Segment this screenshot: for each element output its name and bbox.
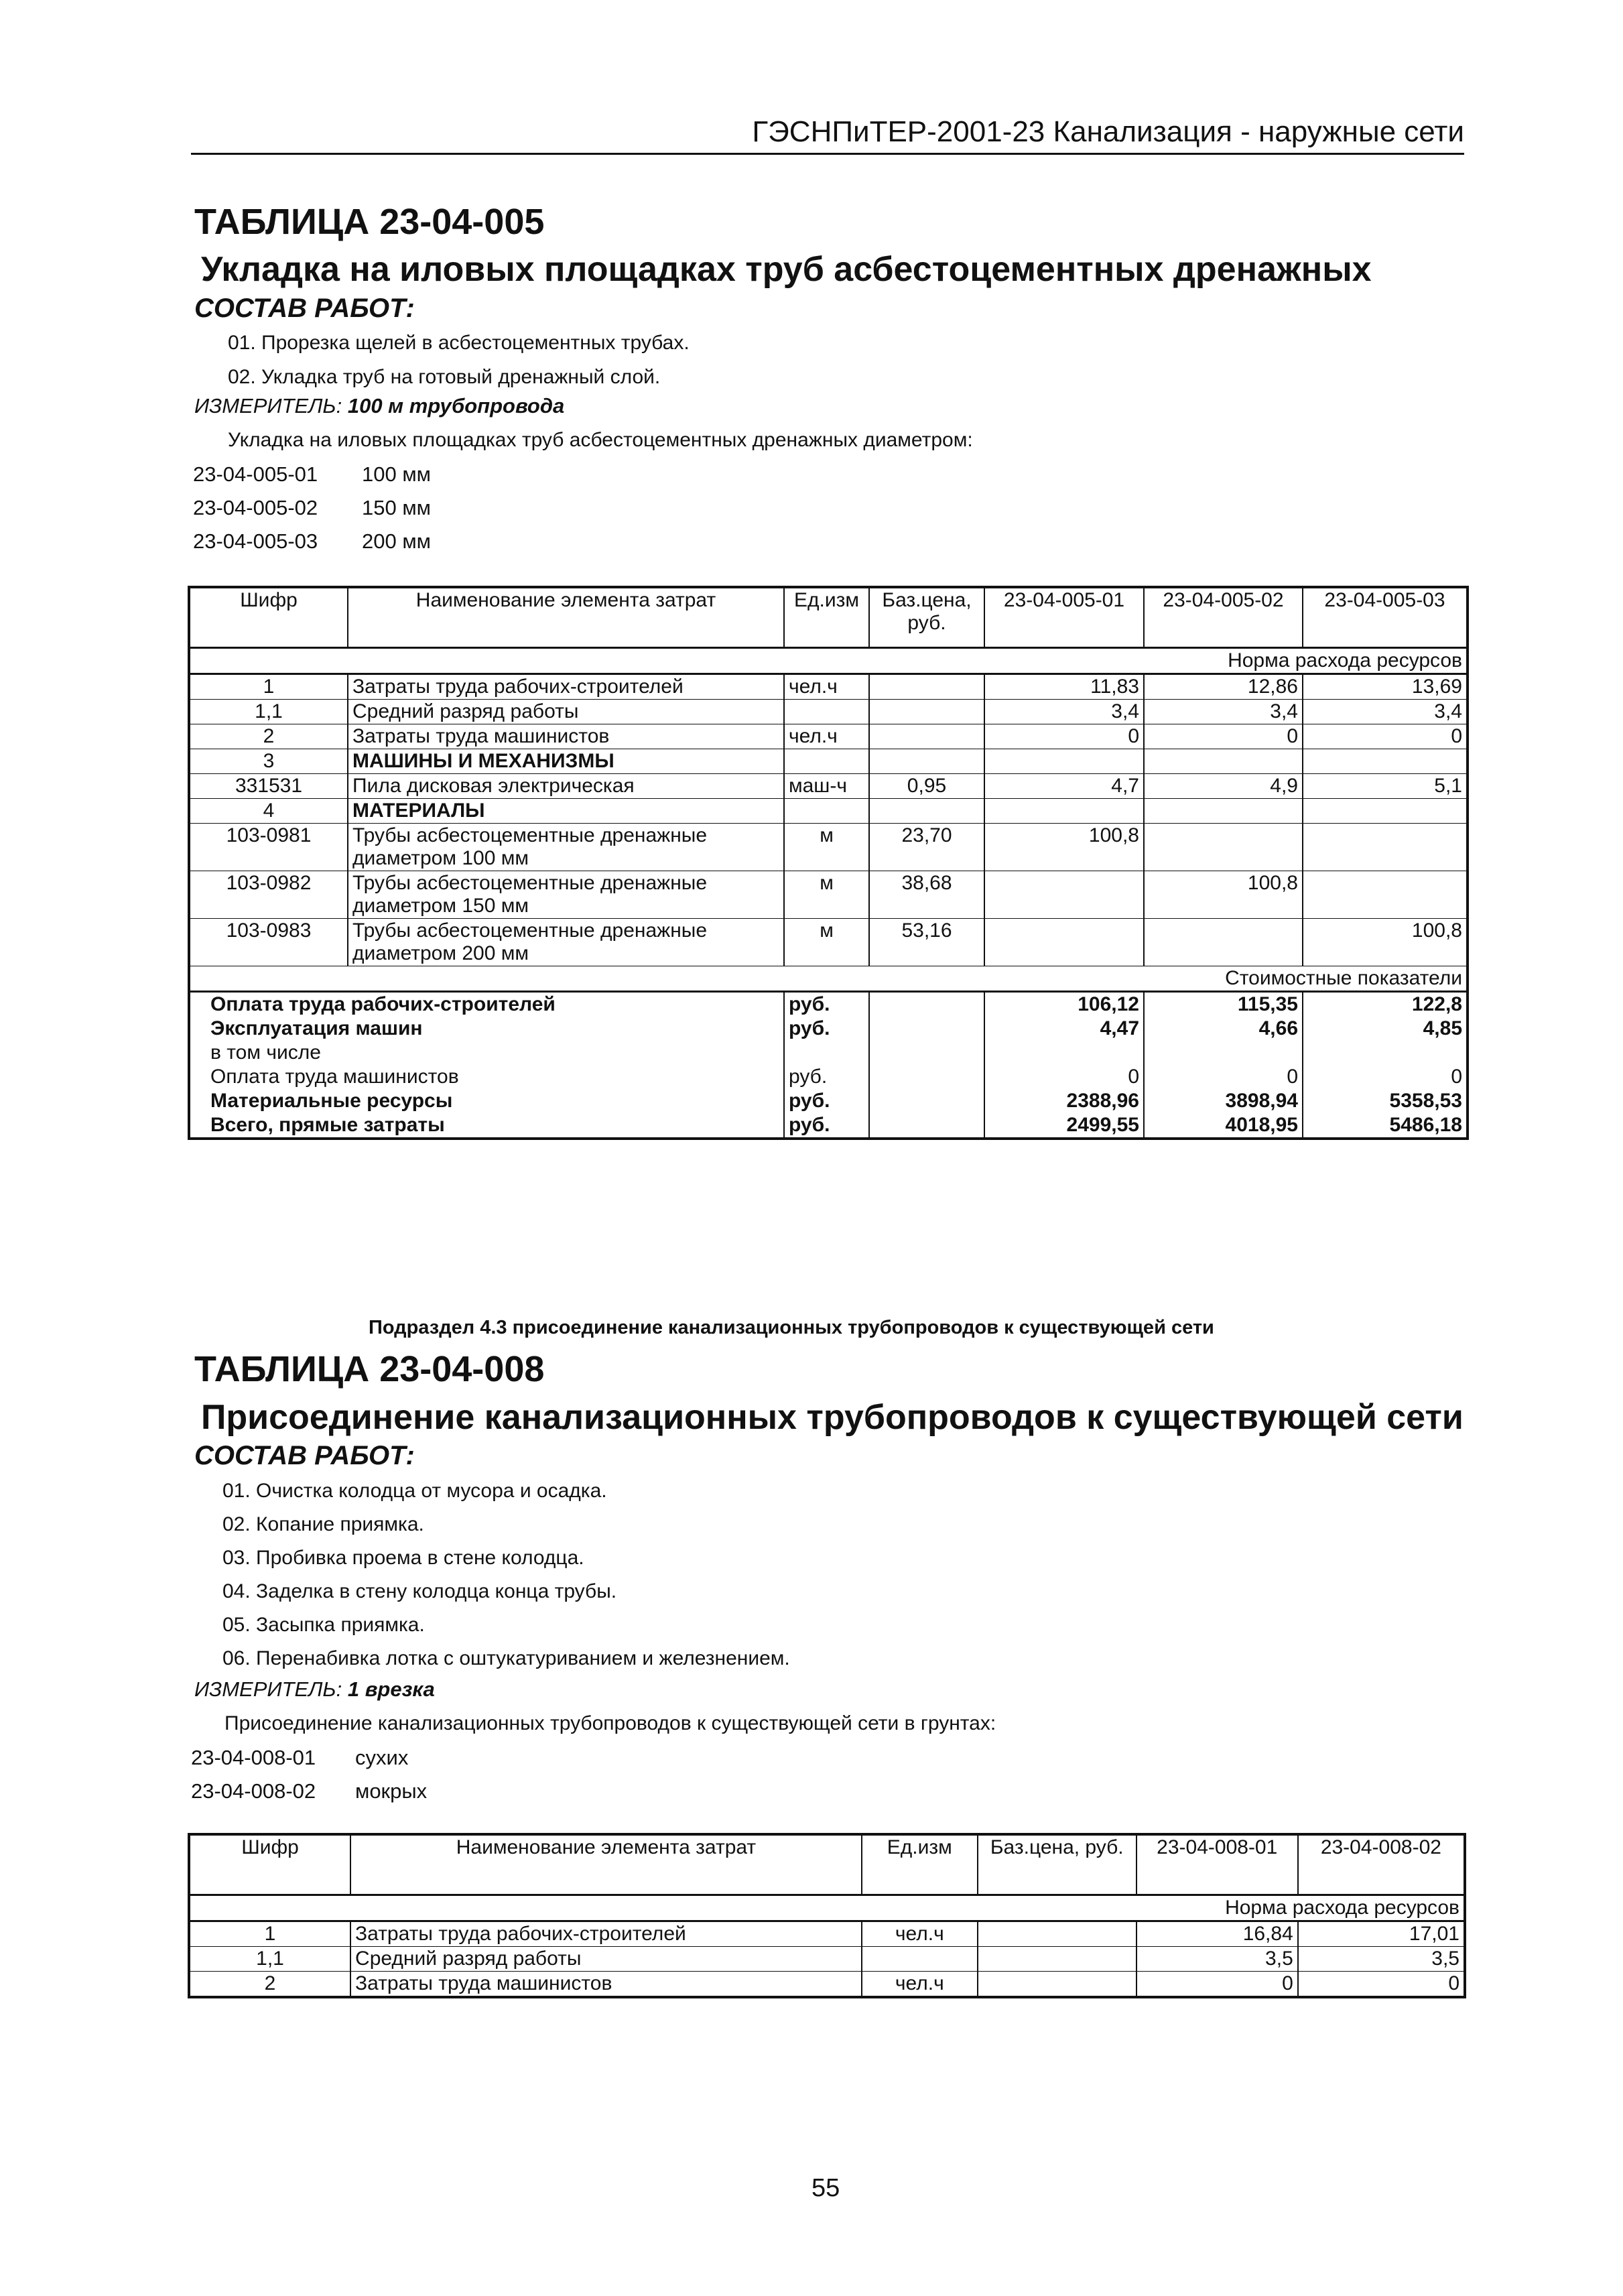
table-row [189,918,1468,966]
cell-shifr: 2 [189,1971,350,1997]
page-number: 55 [812,2174,840,2202]
header-shifr: Шифр [189,587,348,647]
cell-shifr: 331531 [189,773,348,798]
cell-price: 23,70 [869,823,984,871]
cell-price: 0,95 [869,773,984,798]
header-col-2: 23-04-008-02 [1298,1834,1465,1895]
running-header [191,114,1464,155]
running-header-text: ГЭСНПиТЕР-2001-23 Канализация - наружные сети [752,115,1464,148]
cell-value: 100,8 [984,823,1144,871]
cell-value: 12,86 [1144,674,1303,699]
cell-name-line: диаметром 100 мм [352,846,529,869]
cost-row [189,1113,1468,1139]
cell-value: 0 [984,724,1144,749]
table-row [189,798,1468,823]
cost-value: 122,8 [1303,991,1468,1017]
work-item: 03. Пробивка проема в стене колодца. [222,1547,584,1569]
cell-shifr: 1 [189,1921,350,1946]
header-col-1: 23-04-008-01 [1137,1834,1298,1895]
cell-unit: м [784,871,869,918]
table-header-row [189,1834,1465,1895]
cell-value [1303,798,1468,823]
norma-label: Норма расхода ресурсов [189,1895,1465,1921]
cell-value [984,918,1144,966]
work-item: 04. Заделка в стену колодца конца трубы. [222,1580,617,1602]
cell-value: 3,5 [1298,1946,1465,1971]
cost-value: 115,35 [1144,991,1303,1017]
work-item: 01. Прорезка щелей в асбестоцементных трубах. [228,332,690,354]
cost-value: 5358,53 [1303,1089,1468,1113]
table-subtitle: Присоединение канализационных трубопроводов к существующей сети [201,1398,1464,1437]
cost-unit [784,1041,869,1065]
cell-value: 13,69 [1303,674,1468,699]
cost-name: Оплата труда машинистов [189,1065,784,1089]
work-item: 05. Засыпка приямка. [222,1614,425,1636]
cell-value [1303,871,1468,918]
izmeritel-value: 100 м трубопровода [347,394,565,418]
cost-price [869,1017,984,1041]
cost-price [869,1113,984,1139]
header-col-2: 23-04-005-02 [1144,587,1303,647]
cell-name [348,871,784,918]
izmeritel-label: ИЗМЕРИТЕЛЬ: [194,394,342,418]
cell-value [1144,823,1303,871]
cell-name: МАШИНЫ И МЕХАНИЗМЫ [348,749,784,773]
cost-price [869,991,984,1017]
header-col-3: 23-04-005-03 [1303,587,1468,647]
work-item: 02. Укладка труб на готовый дренажный слой. [228,366,661,388]
cell-unit: чел.ч [862,1921,978,1946]
izmeritel [194,1677,435,1702]
sostav-label: СОСТАВ РАБОТ: [194,294,415,323]
cell-price [869,798,984,823]
cell-value: 0 [1303,724,1468,749]
cell-name: Затраты труда машинистов [348,724,784,749]
cost-row [189,1017,1468,1041]
cell-price [978,1971,1137,1997]
header-name: Наименование элемента затрат [350,1834,862,1895]
cell-shifr: 3 [189,749,348,773]
cost-row [189,1089,1468,1113]
cost-unit: руб. [784,1113,869,1139]
cell-value: 4,7 [984,773,1144,798]
cell-unit: м [784,823,869,871]
cell-value: 4,9 [1144,773,1303,798]
code-value: сухих [355,1746,409,1769]
norma-label-row [189,1895,1465,1921]
cost-value: 5486,18 [1303,1113,1468,1139]
cost-row [189,1065,1468,1089]
cell-name: Затраты труда машинистов [350,1971,862,1997]
cell-name-line: Трубы асбестоцементные дренажные [352,824,708,846]
izmeritel-label: ИЗМЕРИТЕЛЬ: [194,1677,342,1701]
cell-unit [784,798,869,823]
cost-value: 4,66 [1144,1017,1303,1041]
cost-unit: руб. [784,1065,869,1089]
cost-value: 3898,94 [1144,1089,1303,1113]
cost-name: в том числе [189,1041,784,1065]
table-row [189,1971,1465,1997]
cell-value [1144,798,1303,823]
cell-value: 100,8 [1303,918,1468,966]
norms-table-008 [188,1833,1466,1998]
work-item: 01. Очистка колодца от мусора и осадка. [222,1480,607,1502]
cell-unit: чел.ч [784,724,869,749]
work-item: 06. Перенабивка лотка с оштукатуриванием и железнением. [222,1647,790,1669]
cell-price [869,674,984,699]
header-col-1: 23-04-005-01 [984,587,1144,647]
code-number: 23-04-005-02 [193,496,318,519]
cell-name-line: Трубы асбестоцементные дренажные [352,919,708,942]
cost-value: 0 [984,1065,1144,1089]
cell-value [1303,749,1468,773]
table-row [189,699,1468,724]
code-value: 200 мм [362,529,431,553]
cost-name: Всего, прямые затраты [189,1113,784,1139]
cost-name: Эксплуатация машин [189,1017,784,1041]
cell-name [348,918,784,966]
cell-price [978,1921,1137,1946]
cell-price [869,724,984,749]
sostav-label: СОСТАВ РАБОТ: [194,1441,415,1470]
header-unit: Ед.изм [862,1834,978,1895]
cost-value [984,1041,1144,1065]
cell-unit: м [784,918,869,966]
cell-value: 0 [1137,1971,1298,1997]
cell-value: 5,1 [1303,773,1468,798]
table-row [189,1946,1465,1971]
cell-unit: чел.ч [784,674,869,699]
cell-unit: чел.ч [862,1971,978,1997]
cell-value: 17,01 [1298,1921,1465,1946]
cell-value [1303,823,1468,871]
stoim-label: Стоимостные показатели [189,966,1468,991]
cell-shifr: 1,1 [189,1946,350,1971]
izmeritel-value: 1 врезка [347,1677,435,1701]
cell-value: 0 [1298,1971,1465,1997]
table-subtitle: Укладка на иловых площадках труб асбестоцементных дренажных [201,250,1372,289]
table-header-row [189,587,1468,647]
code-number: 23-04-005-03 [193,529,318,553]
izmeritel [194,394,564,418]
cell-name [348,823,784,871]
cell-price [869,749,984,773]
code-number: 23-04-008-02 [191,1779,316,1803]
cell-name-line: Трубы асбестоцементные дренажные [352,871,708,894]
cell-unit: маш-ч [784,773,869,798]
cost-unit: руб. [784,1089,869,1113]
subsection-title: Подраздел 4.3 присоединение канализационных трубопроводов к существующей сети [369,1317,1214,1338]
cell-price [869,699,984,724]
code-value: 100 мм [362,462,431,486]
cost-value: 2499,55 [984,1113,1144,1139]
cell-value [1144,918,1303,966]
cell-unit [862,1946,978,1971]
header-price: Баз.цена, руб. [869,587,984,647]
cell-value: 3,4 [1303,699,1468,724]
table-title: ТАБЛИЦА 23-04-008 [194,1349,545,1389]
table-row [189,674,1468,699]
cell-value [984,798,1144,823]
table-row [189,724,1468,749]
cost-value [1303,1041,1468,1065]
header-price: Баз.цена, руб. [978,1834,1137,1895]
table-row [189,1921,1465,1946]
cell-name: Затраты труда рабочих-строителей [350,1921,862,1946]
cell-price [978,1946,1137,1971]
header-shifr: Шифр [189,1834,350,1895]
cost-row [189,991,1468,1017]
cost-value: 0 [1144,1065,1303,1089]
intro-text: Присоединение канализационных трубопроводов к существующей сети в грунтах: [224,1712,996,1734]
table-row [189,749,1468,773]
work-item: 02. Копание приямка. [222,1513,424,1535]
cell-name: МАТЕРИАЛЫ [348,798,784,823]
code-value: 150 мм [362,496,431,519]
cell-name: Средний разряд работы [348,699,784,724]
code-number: 23-04-008-01 [191,1746,316,1769]
cost-unit: руб. [784,991,869,1017]
cell-name-line: диаметром 200 мм [352,942,529,964]
cell-value: 11,83 [984,674,1144,699]
cell-name-line: диаметром 150 мм [352,894,529,917]
cell-name: Средний разряд работы [350,1946,862,1971]
norma-label: Норма расхода ресурсов [189,647,1468,674]
cost-value: 4,47 [984,1017,1144,1041]
table-row [189,773,1468,798]
cost-value: 106,12 [984,991,1144,1017]
cost-value [1144,1041,1303,1065]
cost-value: 0 [1303,1065,1468,1089]
cell-value: 100,8 [1144,871,1303,918]
cell-shifr: 4 [189,798,348,823]
intro-text: Укладка на иловых площадках труб асбестоцементных дренажных диаметром: [228,429,973,451]
cost-price [869,1065,984,1089]
code-value: мокрых [355,1779,428,1803]
cell-value [984,871,1144,918]
cell-shifr: 2 [189,724,348,749]
cell-value: 3,4 [1144,699,1303,724]
cell-name: Затраты труда рабочих-строителей [348,674,784,699]
cell-shifr: 103-0983 [189,918,348,966]
header-name: Наименование элемента затрат [348,587,784,647]
cost-value: 4018,95 [1144,1113,1303,1139]
cell-value: 3,4 [984,699,1144,724]
cell-price: 53,16 [869,918,984,966]
norma-label-row [189,647,1468,674]
cell-shifr: 103-0982 [189,871,348,918]
norms-table-005 [188,586,1469,1140]
cost-value: 4,85 [1303,1017,1468,1041]
cell-shifr: 1 [189,674,348,699]
table-title: ТАБЛИЦА 23-04-005 [194,202,545,242]
cell-unit [784,699,869,724]
cell-value: 0 [1144,724,1303,749]
cell-shifr: 1,1 [189,699,348,724]
table-row [189,823,1468,871]
cell-value [1144,749,1303,773]
cell-unit [784,749,869,773]
cost-value: 2388,96 [984,1089,1144,1113]
header-unit: Ед.изм [784,587,869,647]
cell-shifr: 103-0981 [189,823,348,871]
cell-value: 16,84 [1137,1921,1298,1946]
stoim-label-row [189,966,1468,991]
cell-name: Пила дисковая электрическая [348,773,784,798]
cost-price [869,1041,984,1065]
code-number: 23-04-005-01 [193,462,318,486]
cell-value: 3,5 [1137,1946,1298,1971]
cost-price [869,1089,984,1113]
cost-row [189,1041,1468,1065]
cost-name: Оплата труда рабочих-строителей [189,991,784,1017]
cost-unit: руб. [784,1017,869,1041]
cell-price: 38,68 [869,871,984,918]
cost-name: Материальные ресурсы [189,1089,784,1113]
table-row [189,871,1468,918]
cell-value [984,749,1144,773]
